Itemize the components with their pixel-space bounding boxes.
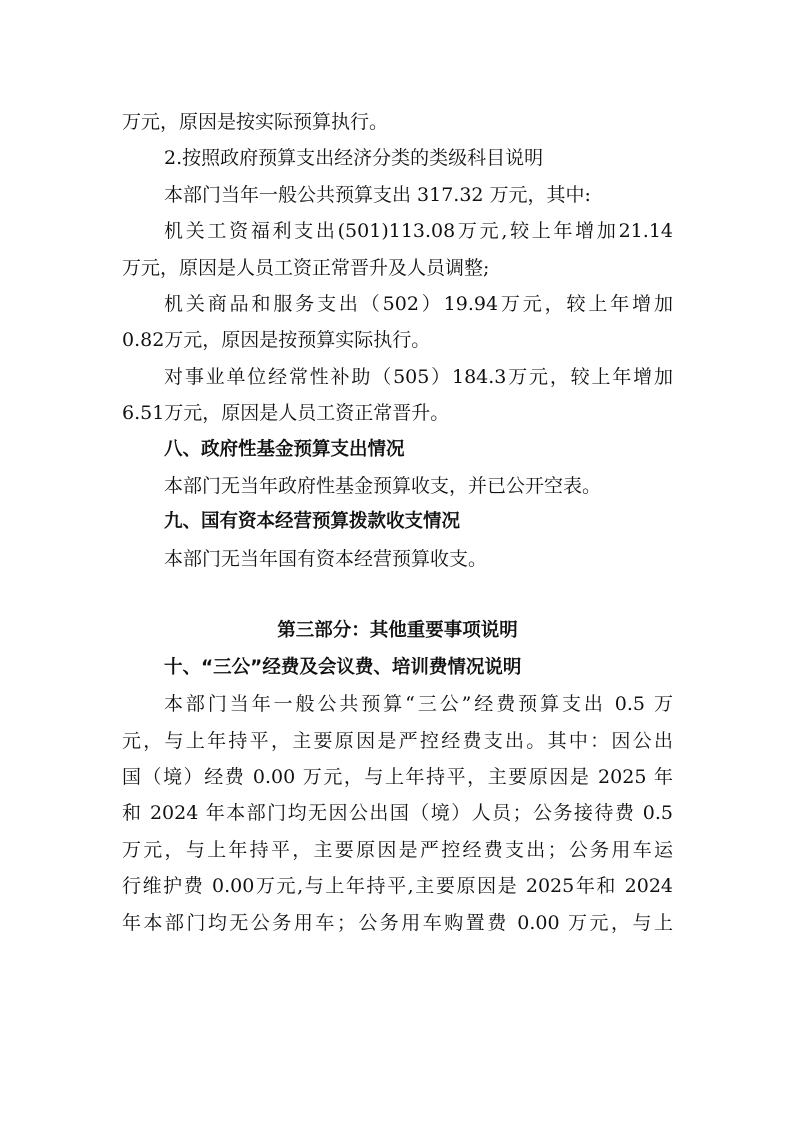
paragraph-line: 机关工资福利支出(501)113.08万元,较上年增加21.14 — [164, 220, 673, 243]
paragraph-line: 和 2024 年本部门均无因公出国（境）人员；公务接待费 0.5 — [122, 802, 673, 825]
paragraph-line: 万元，与上年持平，主要原因是严控经费支出；公务用车运 — [122, 838, 673, 861]
paragraph-line: 年本部门均无公务用车；公务用车购置费 0.00 万元，与上 — [122, 911, 673, 934]
paragraph-line: 本部门当年一般公共预算支出 317.32 万元，其中: — [164, 183, 591, 206]
spacer — [122, 577, 673, 613]
part-title: 第三部分：其他重要事项说明 — [277, 620, 518, 642]
paragraph-line: 万元，原因是按实际预算执行。 — [122, 111, 389, 133]
paragraph-line: 6.51万元，原因是人员工资正常晋升。 — [122, 402, 450, 425]
document-body — [122, 104, 673, 941]
paragraph-line: 本部门当年一般公共预算“三公”经费预算支出 0.5 万 — [164, 693, 673, 716]
paragraph-line: 0.82万元，原因是按预算实际执行。 — [122, 329, 431, 352]
section-heading: 九、国有资本经营预算拨款收支情况 — [164, 511, 461, 533]
paragraph-line: 对事业单位经常性补助（505）184.3万元，较上年增加 — [164, 365, 673, 388]
paragraph-line: 本部门无当年政府性基金预算收支，并已公开空表。 — [164, 474, 602, 497]
paragraph-line: 万元，原因是人员工资正常晋升及人员调整; — [122, 256, 490, 279]
paragraph-line: 本部门无当年国有资本经营预算收支。 — [164, 547, 488, 570]
subsection-title: 2.按照政府预算支出经济分类的类级科目说明 — [164, 147, 544, 170]
section-heading: 十、“三公”经费及会议费、培训费情况说明 — [164, 656, 522, 678]
section-heading: 八、政府性基金预算支出情况 — [164, 438, 405, 460]
paragraph-line: 机关商品和服务支出（502）19.94万元，较上年增加 — [164, 292, 673, 315]
paragraph-line: 行维护费 0.00万元,与上年持平,主要原因是 2025年和 2024 — [122, 875, 673, 898]
paragraph-line: 国（境）经费 0.00 万元，与上年持平，主要原因是 2025 年 — [122, 766, 673, 789]
paragraph-line: 元，与上年持平，主要原因是严控经费支出。其中：因公出 — [122, 729, 673, 752]
